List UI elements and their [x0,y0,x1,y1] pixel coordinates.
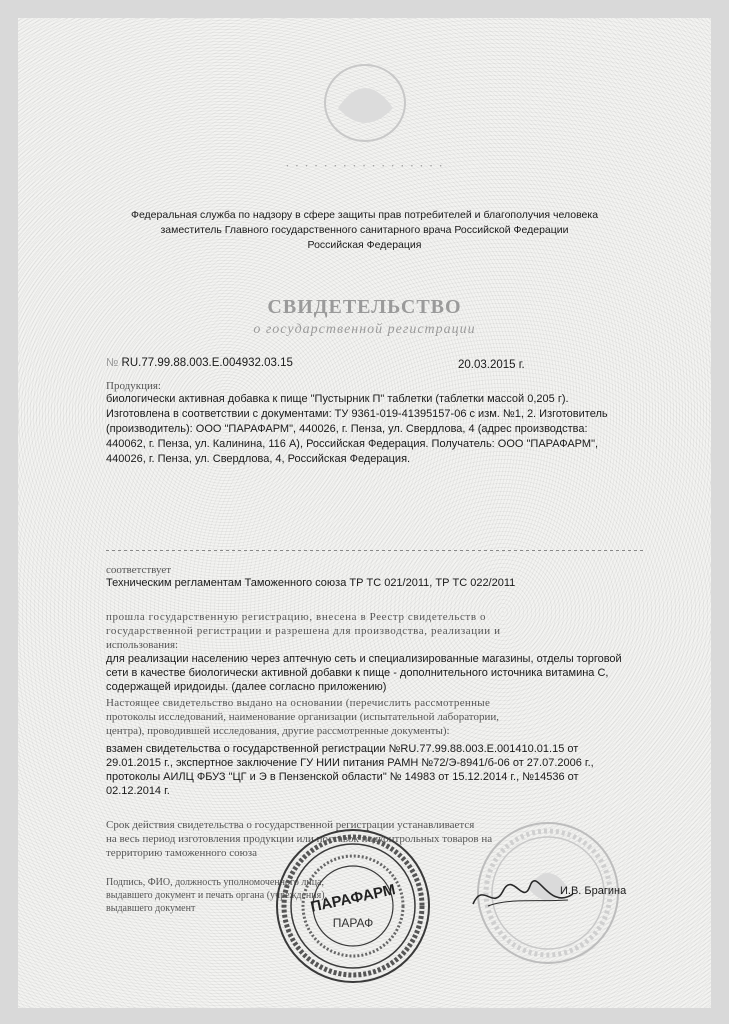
certificate-page [18,18,711,1008]
validity-line-2: на весь период изготовления продукции или поставок подконтрольных товаров на [106,833,493,845]
product-line-5: 440026, г. Пенза, ул. Свердлова, 4, Российская Федерация. [106,453,411,465]
basis-line-1: Настоящее свидетельство выдано на основании (перечислить рассмотренные [106,697,491,709]
basis-doc-4: 02.12.2014 г. [106,785,170,797]
emblem [318,58,413,148]
basis-line-2: протоколы исследований, наименование организации (испытательной лаборатории, [106,711,499,723]
stamp-sub-text: ПАРАФ [332,916,374,930]
product-line-2: Изготовлена в соответствии с документами: ТУ 9361-019-41395157-06 с изм. №1, 2. Изготовитель [106,408,608,420]
product-line-3: (производитель): ООО "ПАРАФАРМ", 440026, г. Пенза, ул. Свердлова, 4 (адрес производства: [106,423,588,435]
passed-line-1: прошла государственную регистрацию, внесена в Реестр свидетельств о [106,611,487,623]
validity-line-1: Срок действия свидетельства о государственной регистрации устанавливается [106,819,475,831]
faded-ministry-header: · · · · · · · · · · · · · · · · · [285,158,444,173]
signature-caption-3: выдавшего документ [106,903,196,914]
country-line: Российская Федерация [307,239,422,251]
basis-doc-3: протоколы АИЛЦ ФБУЗ "ЦГ и Э в Пензенской области" № 14983 от 15.12.2014 г., №14536 от [106,771,579,783]
registration-date: 20.03.2015 г. [458,359,525,371]
registration-number: № RU.77.99.88.003.E.004932.03.15 [106,357,293,369]
basis-doc-1: взамен свидетельства о государственной регистрации №RU.77.99.88.003.E.001410.01.15 от [106,743,579,755]
validity-line-3: территорию таможенного союза [106,847,258,859]
product-label: Продукция: [106,380,161,392]
basis-doc-2: 29.01.2015 г., экспертное заключение ГУ НИИ питания РАМН №72/Э-8941/б-06 от 27.07.2006 г., [106,757,594,769]
agency-line: Федеральная служба по надзору в сфере защиты прав потребителей и благополучия человека [130,209,599,221]
divider [106,550,646,551]
conformity-label: соответствует [106,564,172,576]
passed-line-2: государственной регистрации и разрешена для производства, реализации и [106,625,501,637]
basis-line-3: центра), проводившей исследования, другие рассмотренные документы): [106,725,450,737]
signature-caption-2: выдавшего документ и печать органа (учреждения), [106,890,328,901]
passed-line-3: использования: [106,639,179,651]
usage-line-2: сети в качестве биологически активной добавки к пище - дополнительного источника витамина С, [106,667,609,679]
signatory-name: И.В. Брагина [560,885,627,897]
usage-line-3: содержащей иридоиды. (далее согласно приложению) [106,681,387,693]
deputy-line: заместитель Главного государственного санитарного врача Российской Федерации [160,224,569,236]
stamp-center-text: ПАРАФАРМ [309,881,397,916]
conformity-text: Техническим регламентам Таможенного союза ТР ТС 021/2011, ТР ТС 022/2011 [106,577,516,589]
usage-line-1: для реализации населению через аптечную сеть и специализированные магазины, отделы торговой [106,653,622,665]
signature-caption-1: Подпись, ФИО, должность уполномоченного лица, [106,877,324,888]
company-stamp [273,826,433,986]
product-line-1: биологически активная добавка к пище "Пустырник П" таблетки (таблетки массой 0,205 г). [106,393,569,405]
certificate-subtitle: о государственной регистрации [253,322,476,337]
product-line-4: 440062, г. Пенза, ул. Калинина, 116 А), Российская Федерация. Получатель: ООО "ПАРАФАРМ", [106,438,599,450]
certificate-title: СВИДЕТЕЛЬСТВО [267,296,462,318]
